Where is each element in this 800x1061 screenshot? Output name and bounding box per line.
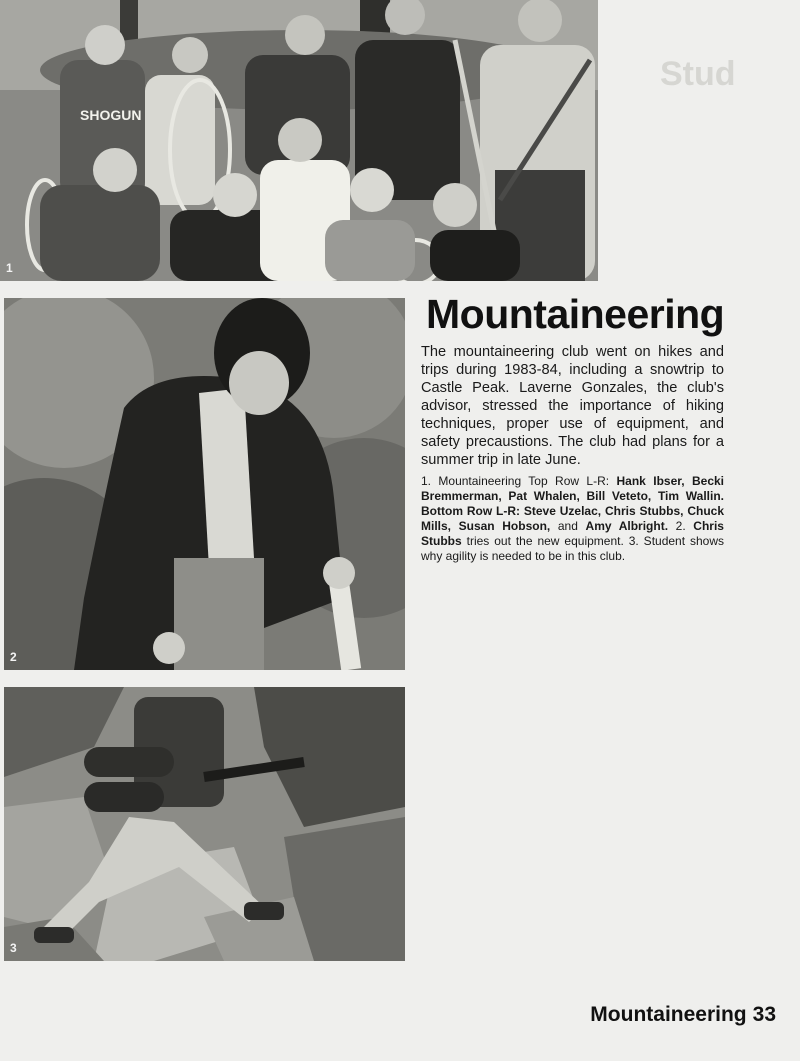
- photo-2-number: 2: [10, 650, 17, 664]
- page-number: 33: [752, 1003, 776, 1026]
- footer-section-title: Mountaineering: [590, 1003, 747, 1026]
- shirt-text: SHOGUN: [80, 107, 142, 123]
- caption-1-top-row-names: Hank Ibser, Becki Bremmerman, Pat Whalen, Bill Veteto, Tim Wallin.: [421, 474, 724, 503]
- caption-1-bottom-row-label: Bottom Row L-R:: [421, 504, 524, 518]
- body-paragraph: The mountaineering club went on hikes and trips during 1983-84, including a snowtrip to Castle Peak. Laverne Gonzales, the club's advisor, stressed the importance of hiking techniques, proper use of equipment, and safety precaustions. The club had plans for a summer trip in late June.: [421, 344, 724, 468]
- page-title: Mountaineering: [426, 291, 725, 337]
- caption-1-and: and: [550, 519, 586, 533]
- caption-2-name: Chris Stubbs: [421, 519, 724, 548]
- caption-1-prefix: 1. Mountaineering Top Row L-R:: [421, 474, 617, 488]
- climber-photo: [4, 298, 405, 670]
- caption-2-number: 2.: [668, 519, 694, 533]
- caption-3-text: 3. Student shows why agility is needed to be in this club.: [421, 534, 725, 563]
- page-footer: [590, 1003, 776, 1027]
- caption-1-bottom-row-names: Steve Uzelac, Chris Stubbs, Chuck Mills, Susan Hobson,: [421, 504, 725, 533]
- photo-captions: [421, 474, 724, 564]
- photo-3-number: 3: [10, 941, 17, 955]
- caption-2-text: tries out the new equipment.: [461, 534, 624, 548]
- hiker-photo: [4, 687, 405, 961]
- caption-1-last-name: Amy Albright.: [585, 519, 669, 533]
- bleed-through-text: Stud: [660, 55, 736, 93]
- photo-1-number: 1: [6, 261, 13, 275]
- group-photo: [0, 0, 598, 281]
